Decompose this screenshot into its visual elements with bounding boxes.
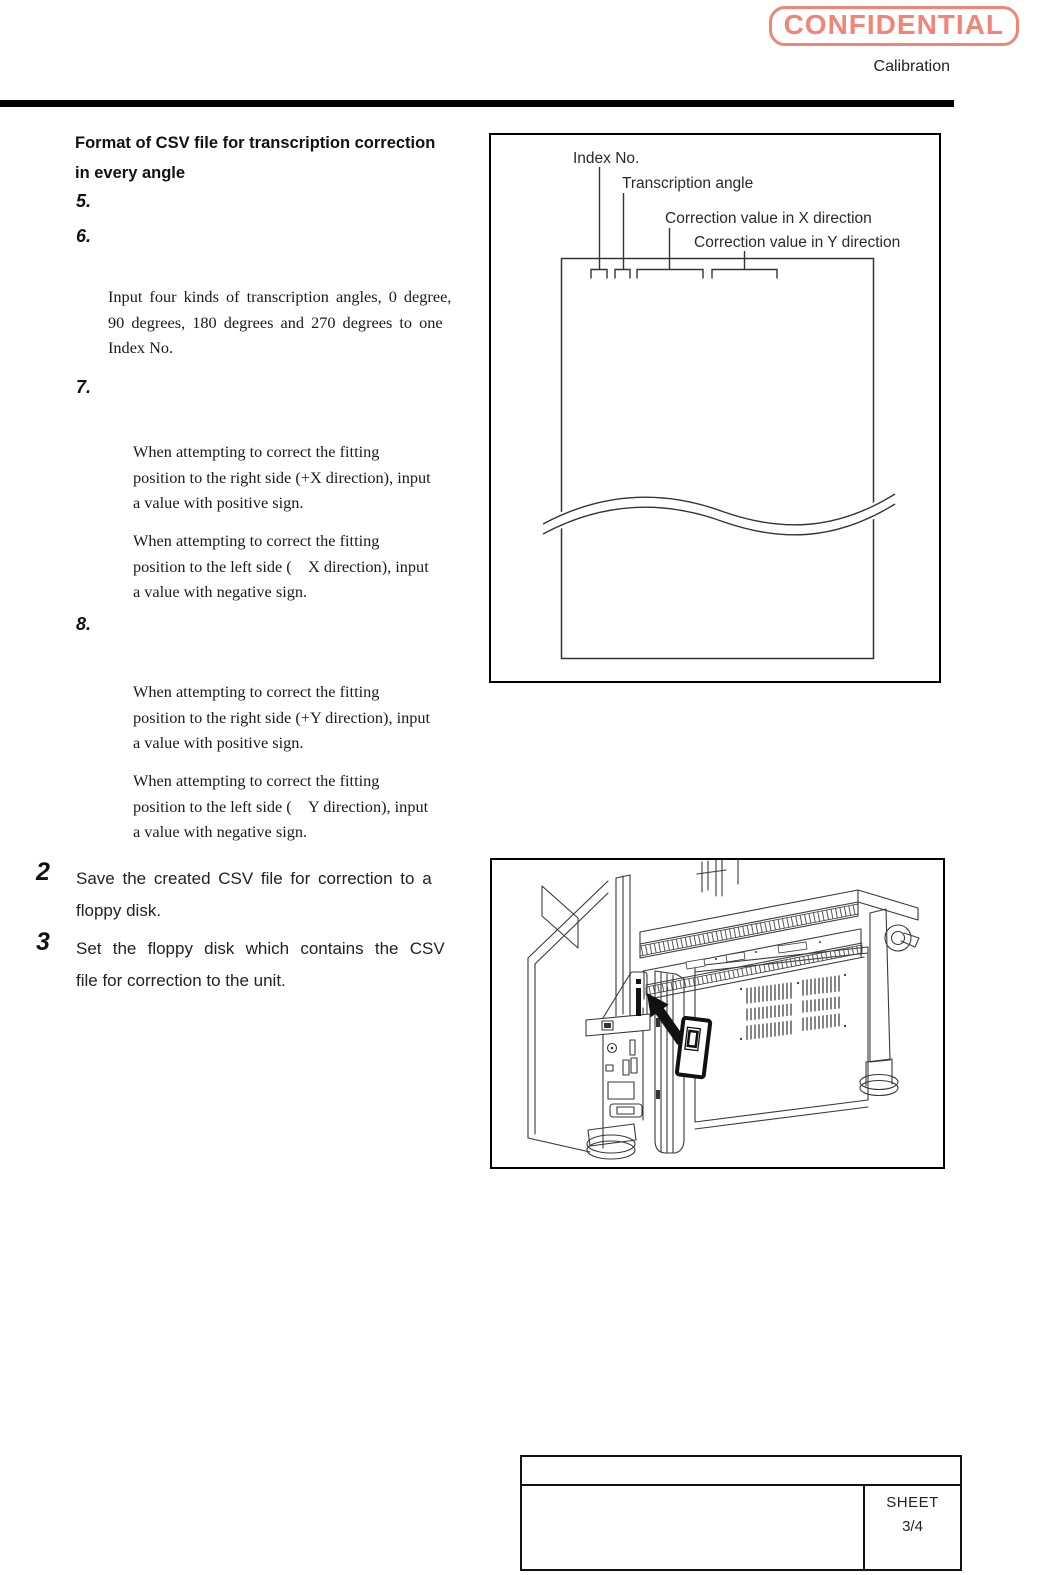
text-line: When attempting to correct the fitting bbox=[133, 682, 380, 701]
text-line: position to the right side (+X direction), input bbox=[133, 467, 431, 487]
text-line: When attempting to correct the fitting bbox=[133, 771, 380, 790]
text-line: Input four kinds of transcription angles, 0 degree, bbox=[108, 287, 452, 306]
section-header: Calibration bbox=[873, 58, 950, 75]
floppy-disk bbox=[677, 1018, 711, 1078]
text-line: Save the created CSV file for correction to a bbox=[76, 869, 432, 888]
label-index-no: Index No. bbox=[573, 150, 640, 167]
page-title-line2: in every angle bbox=[75, 164, 186, 182]
item-5-number: 5. bbox=[76, 191, 92, 211]
text-line: a value with negative sign. bbox=[133, 822, 308, 841]
step-3-text bbox=[76, 933, 445, 997]
step-3-number: 3 bbox=[36, 928, 50, 956]
item-8-paragraph-2 bbox=[133, 768, 428, 845]
item-8-paragraph-1 bbox=[133, 679, 430, 756]
label-transcription-angle: Transcription angle bbox=[622, 175, 754, 192]
text-line: Index No. bbox=[108, 338, 174, 357]
unit-illustration bbox=[490, 858, 945, 1169]
item-6-number: 6. bbox=[76, 226, 92, 246]
text-line: position to the left side ( Y direction), input bbox=[133, 796, 429, 816]
item-6-paragraph bbox=[108, 284, 451, 361]
text-line: position to the right side (+Y direction), input bbox=[133, 707, 431, 727]
text-line: a value with positive sign. bbox=[133, 733, 304, 752]
text-line: 90 degrees, 180 degrees and 270 degrees to one bbox=[108, 312, 443, 332]
sheet-cell bbox=[863, 1486, 960, 1569]
step-2-number: 2 bbox=[36, 858, 50, 886]
page-title bbox=[75, 128, 435, 188]
text-line: position to the left side ( X direction), input bbox=[133, 556, 429, 576]
item-7-paragraph-1 bbox=[133, 439, 431, 516]
footer-table bbox=[520, 1455, 962, 1571]
header-rule bbox=[0, 100, 954, 107]
item-7-number: 7. bbox=[76, 377, 92, 397]
label-correction-y: Correction value in Y direction bbox=[694, 234, 901, 251]
text-line: a value with positive sign. bbox=[133, 493, 304, 512]
text-line: When attempting to correct the fitting bbox=[133, 442, 380, 461]
item-7-paragraph-2 bbox=[133, 528, 429, 605]
text-line: a value with negative sign. bbox=[133, 582, 308, 601]
page-title-line1: Format of CSV file for transcription correction bbox=[75, 134, 436, 152]
step-2-text bbox=[76, 863, 432, 927]
text-line: file for correction to the unit. bbox=[76, 971, 286, 990]
footer-table-bottom-row bbox=[522, 1486, 960, 1569]
text-line: floppy disk. bbox=[76, 901, 162, 920]
sheet-label: SHEET bbox=[886, 1494, 939, 1511]
confidential-stamp: CONFIDENTIAL bbox=[769, 6, 1019, 46]
item-8-number: 8. bbox=[76, 614, 92, 634]
text-line: Set the floppy disk which contains the CSV bbox=[76, 939, 445, 958]
text-line: When attempting to correct the fitting bbox=[133, 531, 380, 550]
sheet-number: 3/4 bbox=[902, 1518, 923, 1535]
csv-format-diagram bbox=[489, 133, 941, 683]
footer-table-top-row bbox=[522, 1457, 960, 1486]
label-correction-x: Correction value in X direction bbox=[665, 210, 872, 227]
